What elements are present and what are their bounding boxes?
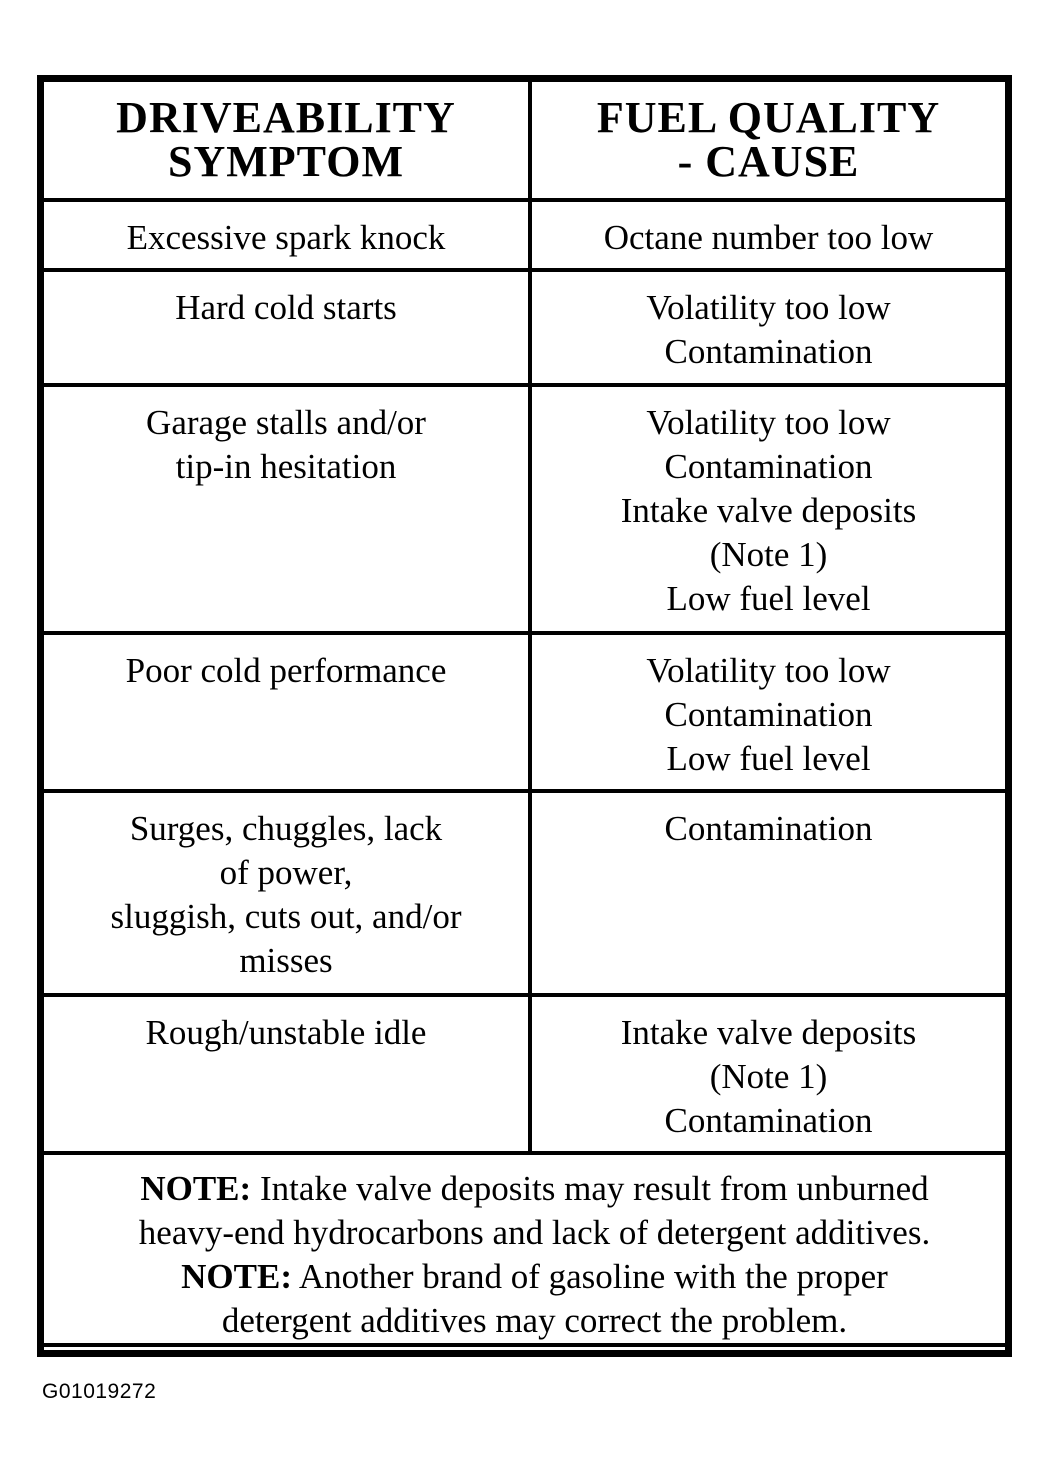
note-1-continued: heavy-end hydrocarbons and lack of detergent additives. [138,1213,931,1252]
table-row [44,995,1005,1153]
symptom-cell: Rough/unstable idle [44,995,530,1153]
notes-row [44,1153,1005,1345]
fuel-quality-chart [37,75,1012,1357]
note-text: Another brand of gasoline with the proper [292,1257,888,1296]
note-label: NOTE: [181,1257,293,1296]
note-2-continued: detergent additives may correct the problem. [221,1301,848,1340]
note-2 [64,1255,1005,1299]
symptom-cell: Excessive spark knock [44,200,530,270]
symptom-cell: Surges, chuggles, lack of power, sluggish, cuts out, and/or misses [44,791,530,995]
cause-cell: Intake valve deposits (Note 1) Contamination [530,995,1005,1153]
cause-cell: Volatility too low Contamination [530,270,1005,385]
header-driveability-symptom: DRIVEABILITY SYMPTOM [44,82,530,200]
note-text: Intake valve deposits may result from unburned [251,1169,929,1208]
cause-cell: Volatility too low Contamination Low fuel level [530,633,1005,791]
notes-cell [44,1153,1005,1345]
header-fuel-quality-cause: FUEL QUALITY - CAUSE [530,82,1005,200]
note-label: NOTE: [140,1169,252,1208]
cause-cell: Contamination [530,791,1005,995]
table-row [44,791,1005,995]
table-row [44,270,1005,385]
figure-id: G01019272 [42,1380,157,1403]
symptom-cell: Garage stalls and/or tip-in hesitation [44,385,530,633]
table-header-row [44,82,1005,200]
cause-cell: Octane number too low [530,200,1005,270]
symptom-cell: Hard cold starts [44,270,530,385]
symptom-cell: Poor cold performance [44,633,530,791]
symptom-cause-table [44,82,1005,1347]
table-row [44,200,1005,270]
note-1 [64,1167,1005,1211]
cause-cell: Volatility too low Contamination Intake valve deposits (Note 1) Low fuel level [530,385,1005,633]
table-row [44,385,1005,633]
table-row [44,633,1005,791]
